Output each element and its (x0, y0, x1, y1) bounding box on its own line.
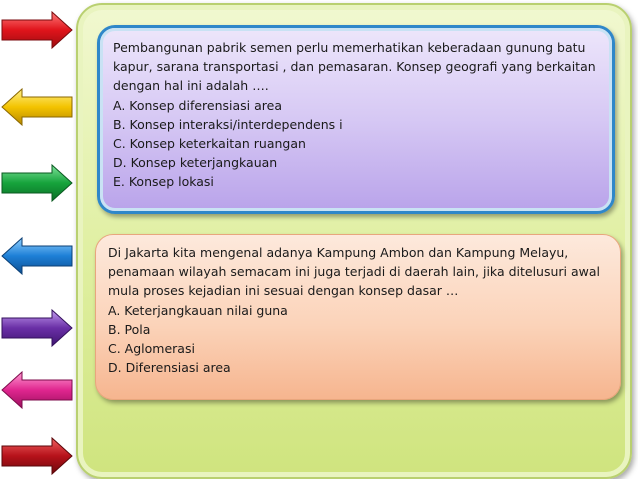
arrow-left-icon (0, 87, 74, 127)
nav-arrow-purple[interactable] (0, 308, 74, 348)
question1-option-a: A. Konsep diferensiasi area (113, 97, 282, 113)
question2-option-d: D. Diferensiasi area (108, 360, 231, 376)
arrow-right-icon (0, 10, 74, 50)
arrow-left-icon (0, 370, 74, 410)
question2-option-a: A. Keterjangkauan nilai guna (108, 302, 288, 318)
arrow-right-icon (0, 163, 74, 203)
arrow-right-icon (0, 308, 74, 348)
question1-option-b: B. Konsep interaksi/interdependens i (113, 116, 343, 132)
question-card-2 (95, 234, 621, 400)
question1-text-line: kapur, sarana transportasi , dan pemasaran. Konsep geografi yang berkaitan (113, 59, 596, 75)
arrow-right-icon (0, 436, 74, 476)
question2-text-line: penamaan wilayah semacam ini juga terjadi di daerah lain, jika ditelusuri awal (108, 264, 601, 280)
nav-arrow-yellow[interactable] (0, 87, 74, 127)
question2-text-line: Di Jakarta kita mengenal adanya Kampung Ambon dan Kampung Melayu, (108, 245, 569, 260)
nav-arrow-green[interactable] (0, 163, 74, 203)
nav-arrow-pink[interactable] (0, 370, 74, 410)
nav-arrow-red[interactable] (0, 10, 74, 50)
question1-text-line: dengan hal ini adalah …. (113, 78, 269, 94)
nav-arrow-darkred[interactable] (0, 436, 74, 476)
arrow-left-icon (0, 236, 74, 276)
nav-arrow-blue[interactable] (0, 236, 74, 276)
question1-option-d: D. Konsep keterjangkauan (113, 155, 278, 171)
question-card-1 (97, 25, 615, 214)
question2-option-b: B. Pola (108, 321, 151, 337)
question2-option-c: C. Aglomerasi (108, 341, 195, 357)
question2-text-line: mula proses kejadian ini sesuai dengan konsep dasar … (108, 283, 459, 299)
question1-option-c: C. Konsep keterkaitan ruangan (113, 136, 306, 152)
question1-option-e: E. Konsep lokasi (113, 174, 214, 190)
question1-text-line: Pembangunan pabrik semen perlu memerhatikan keberadaan gunung batu (113, 40, 586, 55)
